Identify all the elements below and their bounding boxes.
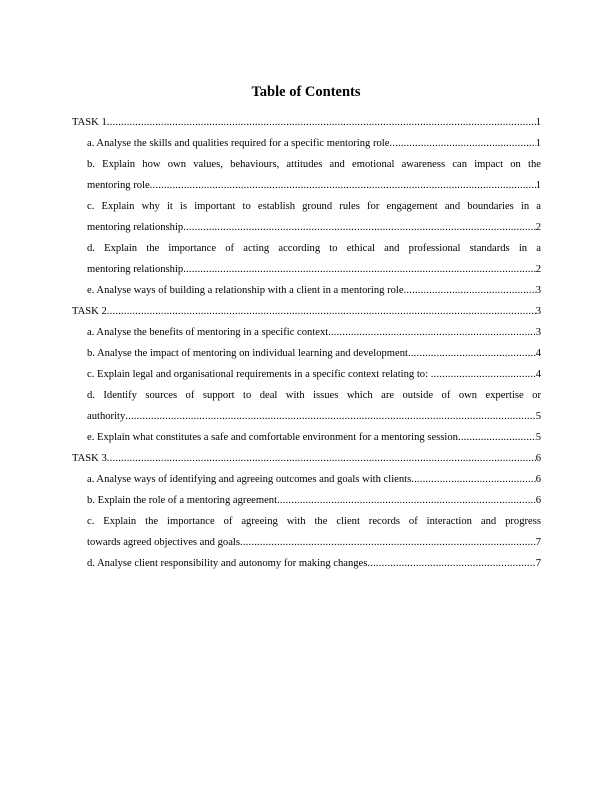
toc-entry-label-line1: b. Explain how own values, behaviours, attitudes and emotional awareness can impact on the: [87, 159, 541, 170]
toc-entry-label: a. Analyse ways of identifying and agreeing outcomes and goals with clients: [87, 474, 412, 485]
dot-leader: [331, 322, 536, 343]
dot-leader: [431, 364, 536, 385]
page-title: Table of Contents: [251, 84, 361, 100]
dot-leader: [183, 217, 535, 238]
toc-page-number: 7: [535, 558, 541, 569]
toc-entry-3a[interactable]: [72, 469, 541, 490]
toc-page-number: 6: [535, 495, 541, 506]
toc-entry-label: a. Analyse the benefits of mentoring in a specific context.: [87, 327, 331, 338]
dot-leader: [240, 532, 536, 553]
toc-page-number: 5: [535, 411, 541, 422]
toc-entry-label: TASK 1: [72, 117, 107, 128]
dot-leader: [107, 448, 536, 469]
toc-page-number: 2: [535, 222, 541, 233]
toc-page-number: 5: [535, 432, 541, 443]
toc-entry-1b[interactable]: [72, 154, 541, 196]
toc-page-number: 6: [535, 474, 541, 485]
dot-leader: [277, 490, 536, 511]
toc-entry-2a[interactable]: [72, 322, 541, 343]
dot-leader: [107, 112, 536, 133]
toc-entry-label: TASK 3: [72, 453, 107, 464]
dot-leader: [367, 553, 535, 574]
dot-leader: [125, 406, 535, 427]
toc-entry-3d[interactable]: [72, 553, 541, 574]
dot-leader: [107, 301, 536, 322]
toc-page-number: 1: [535, 138, 541, 149]
toc-entry-label: e. Analyse ways of building a relationship with a client in a mentoring role: [87, 285, 404, 296]
table-of-contents: [72, 112, 541, 574]
toc-entry-label: a. Analyse the skills and qualities required for a specific mentoring role: [87, 138, 390, 149]
toc-page-number: 3: [535, 285, 541, 296]
toc-entry-label: e. Explain what constitutes a safe and comfortable environment for a mentoring session: [87, 432, 458, 443]
toc-page-number: 7: [535, 537, 541, 548]
toc-entry-2e[interactable]: [72, 427, 541, 448]
toc-entry-2b[interactable]: [72, 343, 541, 364]
toc-page-number: 3: [535, 327, 541, 338]
toc-page-number: 4: [535, 369, 541, 380]
toc-entry-task-3[interactable]: [72, 448, 541, 469]
toc-entry-label-line2: mentoring relationship: [87, 222, 184, 233]
toc-page-number: 1: [535, 117, 541, 128]
toc-entry-task-2[interactable]: [72, 301, 541, 322]
toc-entry-label-line1: d. Explain the importance of acting according to ethical and professional standards in a: [87, 243, 541, 254]
toc-entry-label: b. Explain the role of a mentoring agreement: [87, 495, 278, 506]
dot-leader: [183, 259, 535, 280]
toc-page-number: 2: [535, 264, 541, 275]
toc-page-number: 6: [535, 453, 541, 464]
toc-entry-label-line2: mentoring role: [87, 180, 150, 191]
toc-entry-label: b. Analyse the impact of mentoring on individual learning and development: [87, 348, 408, 359]
toc-page-number: 3: [535, 306, 541, 317]
toc-entry-3c[interactable]: [72, 511, 541, 553]
toc-entry-label-line2: mentoring relationship: [87, 264, 184, 275]
dot-leader: [150, 175, 536, 196]
dot-leader: [411, 469, 535, 490]
toc-entry-2c[interactable]: [72, 364, 541, 385]
dot-leader: [389, 133, 535, 154]
toc-entry-label-line1: c. Explain the importance of agreeing with the client records of interaction and progress: [87, 516, 541, 527]
toc-entry-label: d. Analyse client responsibility and autonomy for making changes: [87, 558, 368, 569]
toc-entry-2d[interactable]: [72, 385, 541, 427]
dot-leader: [404, 280, 536, 301]
toc-entry-label: c. Explain legal and organisational requirements in a specific context relating to:: [87, 369, 431, 380]
toc-entry-label-line1: d. Identify sources of support to deal with issues which are outside of own expertise or: [87, 390, 541, 401]
toc-entry-label: TASK 2: [72, 306, 107, 317]
toc-entry-1d[interactable]: [72, 238, 541, 280]
toc-page-number: 1: [535, 180, 541, 191]
toc-page-number: 4: [535, 348, 541, 359]
toc-entry-1a[interactable]: [72, 133, 541, 154]
toc-entry-task-1[interactable]: [72, 112, 541, 133]
dot-leader: [458, 427, 536, 448]
toc-entry-label-line1: c. Explain why it is important to establish ground rules for engagement and boundaries in a: [87, 201, 541, 212]
dot-leader: [408, 343, 536, 364]
toc-entry-label-line2: towards agreed objectives and goals: [87, 537, 240, 548]
toc-entry-label-line2: authority: [87, 411, 126, 422]
toc-entry-1e[interactable]: [72, 280, 541, 301]
toc-entry-1c[interactable]: [72, 196, 541, 238]
toc-entry-3b[interactable]: [72, 490, 541, 511]
